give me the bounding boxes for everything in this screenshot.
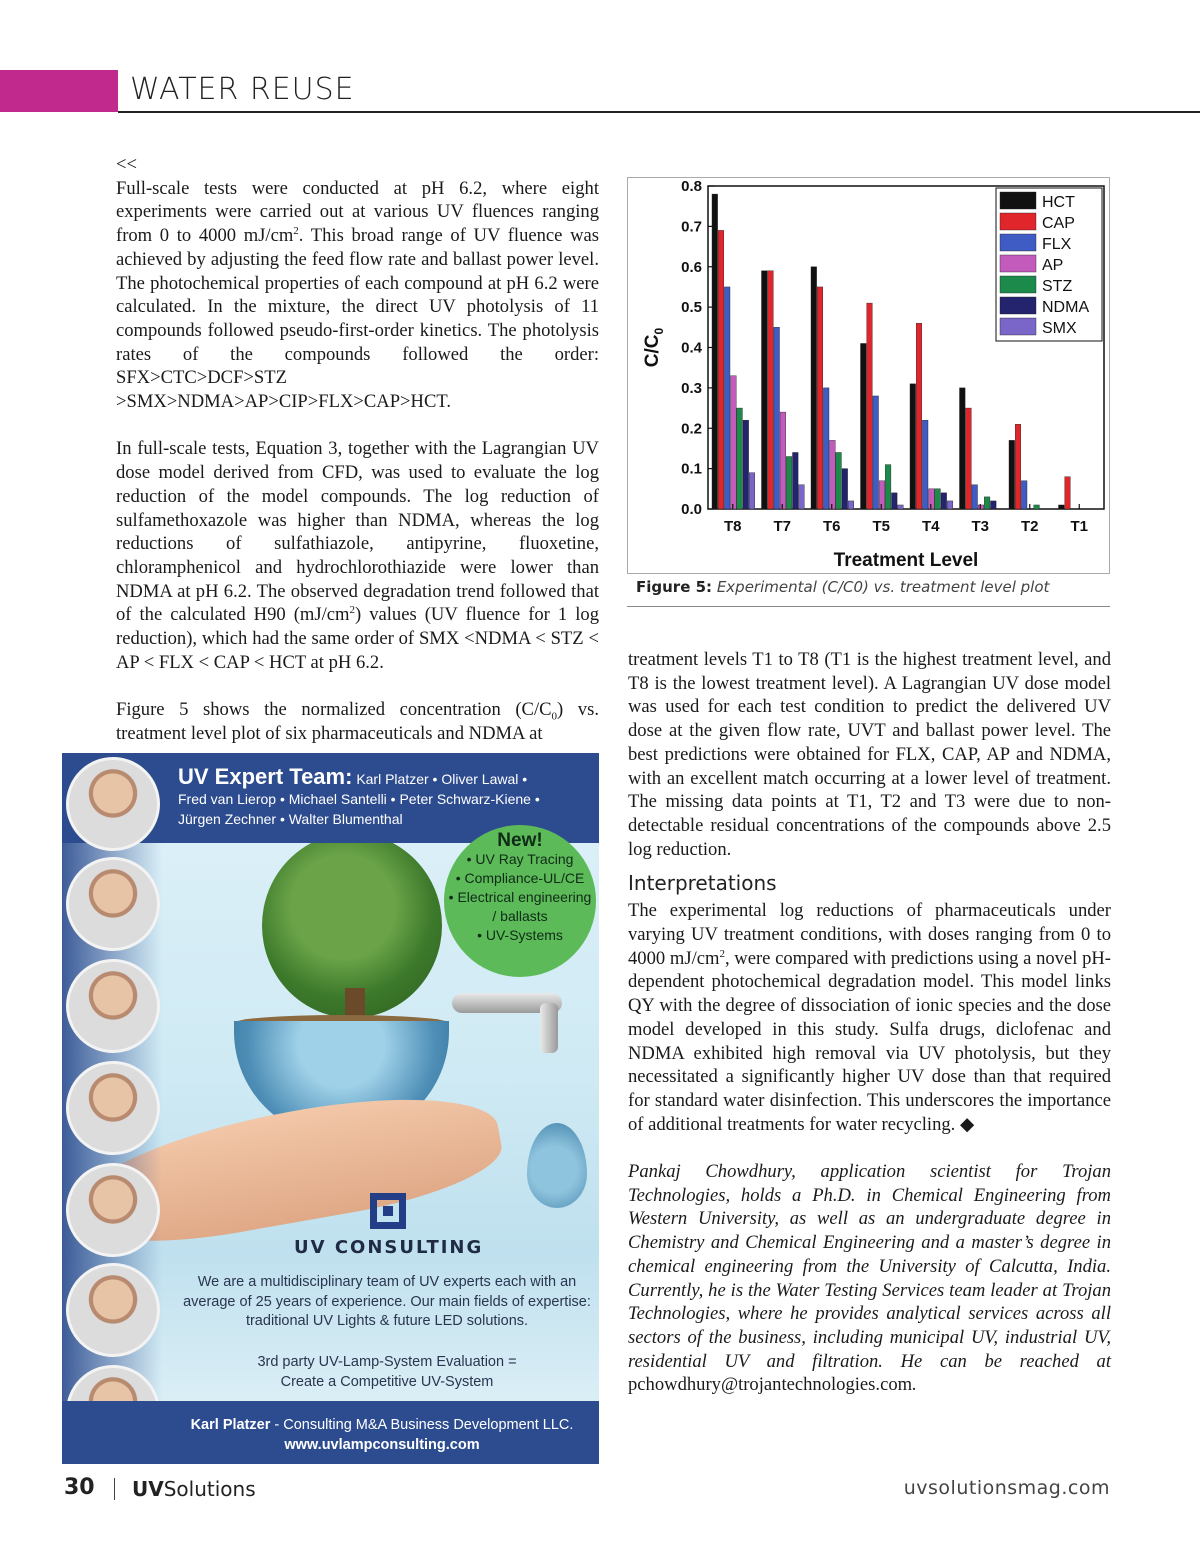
footer-divider xyxy=(114,1478,115,1500)
bar-ndma-t3 xyxy=(991,501,997,509)
x-tick-label: T4 xyxy=(921,518,940,535)
continued-marker: << xyxy=(116,154,137,175)
y-axis-label: $C/C_0$ xyxy=(642,327,666,368)
bar-flx-t6 xyxy=(823,388,829,509)
y-tick-label: 0.5 xyxy=(681,299,702,317)
paragraph-figure-intro: Figure 5 shows the normalized concentration $(C/C_0)$ vs. treatment level plot of six pharmaceuticals and NDMA at xyxy=(116,699,599,744)
legend-swatch-hct xyxy=(1000,192,1036,209)
bar-cap-t4 xyxy=(916,323,922,509)
y-tick-label: 0.7 xyxy=(681,218,702,236)
bar-ap-t5 xyxy=(879,481,885,509)
ad-brand-name: UV CONSULTING xyxy=(294,1237,484,1258)
faucet-spout xyxy=(540,1003,558,1053)
bar-cap-t6 xyxy=(817,287,823,509)
x-axis-label: Treatment Level xyxy=(833,550,979,571)
y-tick-label: 0.3 xyxy=(681,379,702,397)
bar-hct-t5 xyxy=(861,343,867,509)
bar-cap-t8 xyxy=(718,230,724,509)
bar-hct-t8 xyxy=(712,194,718,509)
section-title: WATER REUSE xyxy=(130,72,355,107)
footer-url[interactable]: uvsolutionsmag.com xyxy=(903,1477,1110,1499)
avatar xyxy=(66,757,160,851)
bar-hct-t7 xyxy=(762,271,768,509)
legend-label-ap: AP xyxy=(1042,257,1064,274)
y-tick-label: 0.1 xyxy=(681,460,702,478)
bar-flx-t8 xyxy=(724,287,730,509)
legend-label-ndma: NDMA xyxy=(1042,299,1090,316)
bar-ap-t6 xyxy=(830,440,836,509)
x-tick-label: T2 xyxy=(1020,518,1039,535)
heading-interpretations: Interpretations xyxy=(628,871,777,896)
figure-5 xyxy=(627,177,1110,574)
y-tick-label: 0.8 xyxy=(681,178,702,195)
legend-swatch-stz xyxy=(1000,276,1036,293)
bar-ndma-t7 xyxy=(793,452,799,509)
uv-consulting-logo-icon xyxy=(370,1193,406,1229)
bar-smx-t5 xyxy=(898,505,904,509)
section-accent-bar xyxy=(0,70,118,112)
avatar xyxy=(66,1263,160,1357)
legend-label-flx: FLX xyxy=(1042,236,1072,253)
x-tick-label: T7 xyxy=(773,518,792,535)
bar-ndma-t6 xyxy=(842,469,848,509)
bar-smx-t6 xyxy=(848,501,854,509)
bar-chart xyxy=(628,178,1111,575)
bar-flx-t5 xyxy=(873,396,879,509)
y-tick-label: 0.0 xyxy=(681,501,702,518)
avatar xyxy=(66,1061,160,1155)
ad-evaluation: 3rd party UV-Lamp-System Evaluation = Create a Competitive UV-System xyxy=(257,1354,517,1390)
ad-website-link[interactable]: www.uvlampconsulting.com xyxy=(284,1437,480,1453)
bar-ndma-t8 xyxy=(743,420,749,509)
bar-hct-t3 xyxy=(960,388,966,509)
bar-cap-t5 xyxy=(867,303,873,509)
bar-stz-t5 xyxy=(885,465,891,509)
bar-smx-t4 xyxy=(947,501,953,509)
header-rule xyxy=(118,111,1200,113)
x-tick-label: T1 xyxy=(1070,518,1089,535)
bar-stz-t4 xyxy=(935,489,941,509)
bar-flx-t4 xyxy=(922,420,928,509)
bar-stz-t6 xyxy=(836,452,842,509)
legend-swatch-ndma xyxy=(1000,297,1036,314)
ad-description: We are a multidisciplinary team of UV experts each with an average of 25 years of experience. Our main fields of expertise: traditional UV Lights & future LED solutions. xyxy=(183,1274,591,1329)
bar-hct-t2 xyxy=(1009,440,1015,509)
y-tick-label: 0.6 xyxy=(681,258,702,276)
bar-flx-t7 xyxy=(774,327,780,509)
bar-ap-t3 xyxy=(978,505,984,509)
legend-swatch-flx xyxy=(1000,234,1036,251)
bar-hct-t6 xyxy=(811,267,817,509)
caption-rule xyxy=(627,606,1110,607)
x-tick-label: T5 xyxy=(872,518,891,535)
paragraph-lagrangian-model: In full-scale tests, Equation 3, together with the Lagrangian UV dose model derived from CFD, was used to evaluate the log reduction of the model compounds. The log reduction of sulfamethoxazole was higher than NDMA, whereas the log reductions of sulfathiazole, antipyrine, fluoxetine, chloramphenicol and hydrochlorothiazide were lower than NDMA at pH 6.2. The observed degradation trend followed that of the calculated H90 $(mJ/cm^2)$ values (UV fluence for 1 log reduction), which had the same order of SMX <NDMA < STZ < AP < FLX < CAP < HCT at pH 6.2. xyxy=(116,438,599,673)
bar-cap-t7 xyxy=(768,271,774,509)
y-tick-label: 0.2 xyxy=(681,420,702,438)
bar-cap-t3 xyxy=(966,408,972,509)
avatar xyxy=(66,857,160,951)
bar-stz-t8 xyxy=(737,408,743,509)
bar-ndma-t4 xyxy=(941,493,947,509)
bar-stz-t3 xyxy=(984,497,990,509)
figure-caption xyxy=(636,578,1049,596)
avatar xyxy=(66,1163,160,1257)
legend-label-cap: CAP xyxy=(1042,215,1075,232)
legend-label-smx: SMX xyxy=(1042,320,1077,337)
author-email: pchowdhury@trojantechnologies.com xyxy=(628,1374,913,1396)
bar-hct-t1 xyxy=(1059,505,1065,509)
bar-smx-t8 xyxy=(749,473,755,509)
caption-text: Experimental (C/C0) vs. treatment level plot xyxy=(716,578,1050,596)
legend-swatch-smx xyxy=(1000,318,1036,335)
paragraph-interpretations: The experimental log reductions of pharmaceuticals under varying UV treatment conditions, with doses ranging from 0 to 4000 $mJ/cm^2$, were compared with predictions using a novel pH-dependent photochemical degradation model. This model links QY with the degree of dissociation of ionic species and the dose model developed in this study. Sulfa drugs, diclofenac and NDMA exhibited high removal via UV photolysis, but they necessitated a significantly higher UV dose than that required for standard water disinfection. This underscores the importance of additional treatments for water recycling. ◆ xyxy=(628,900,1111,1135)
page-number: 30 xyxy=(64,1475,95,1500)
bar-smx-t7 xyxy=(799,485,805,509)
x-tick-label: T3 xyxy=(971,518,990,535)
legend-label-stz: STZ xyxy=(1042,278,1073,295)
author-bio: Pankaj Chowdhury, application scientist for Trojan Technologies, holds a Ph.D. in Chemical Engineering from Western University, as well as an undergraduate degree in Chemistry and Chemical Engineering and a master’s degree in chemical engineering from the University of Calcutta, India. Currently, he is the Water Testing Services team leader at Trojan Technologies, where he provides analytical services across all sectors of the business, including municipal UV, industrial UV, residential UV and filtration. He can be reached at pchowdhury@trojantechnologies.com. xyxy=(628,1161,1111,1396)
y-tick-label: 0.4 xyxy=(681,339,702,357)
legend-swatch-ap xyxy=(1000,255,1036,272)
x-tick-label: T6 xyxy=(822,518,841,535)
bar-ap-t7 xyxy=(780,412,786,509)
new-services-bubble: New! • UV Ray Tracing • Compliance-UL/CE • Electrical engineering / ballasts • UV-Systems xyxy=(444,825,596,977)
legend-swatch-cap xyxy=(1000,213,1036,230)
legend-label-hct: HCT xyxy=(1042,194,1075,211)
bar-stz-t7 xyxy=(786,457,792,509)
left-column xyxy=(116,153,599,746)
avatar xyxy=(66,959,160,1053)
bar-flx-t2 xyxy=(1021,481,1027,509)
bar-flx-t3 xyxy=(972,485,978,509)
right-column xyxy=(628,648,1111,1397)
ad-team-list: UV Expert Team: Karl Platzer • Oliver Lawal • Fred van Lierop • Michael Santelli • Peter Schwarz-Kiene • Jürgen Zechner • Walter Blumenthal xyxy=(178,764,540,827)
bar-ndma-t5 xyxy=(892,493,898,509)
bar-ap-t4 xyxy=(929,489,935,509)
bar-ap-t8 xyxy=(731,376,737,509)
x-tick-label: T8 xyxy=(723,518,742,535)
caption-label: Figure 5: xyxy=(636,578,713,596)
end-mark-icon: ◆ xyxy=(959,1113,975,1135)
advertisement-uv-consulting[interactable] xyxy=(62,753,599,1464)
bar-stz-t2 xyxy=(1034,505,1040,509)
bar-cap-t1 xyxy=(1065,477,1071,509)
bar-cap-t2 xyxy=(1015,424,1021,509)
paragraph-treatment-levels: treatment levels T1 to T8 (T1 is the highest treatment level, and T8 is the lowest treatment level). A Lagrangian UV dose model was used for each test condition to predict the delivered UV dose at the given flow rate, UVT and ballast power level. The best predictions were obtained for FLX, CAP, AP and NDMA, with an excellent match occurring at a lower level of treatment. The missing data points at T1, T2 and T3 were due to non-detectable residual concentrations of the compounds above 2.5 log reduction. xyxy=(628,649,1111,860)
bar-hct-t4 xyxy=(910,384,916,509)
water-drop-illustration xyxy=(527,1123,587,1208)
ad-contact: Karl Platzer - Consulting M&A Business Development LLC. www.uvlampconsulting.com xyxy=(190,1417,574,1453)
paragraph-full-scale-tests: Full-scale tests were conducted at pH 6.2, where eight experiments were carried out at various UV fluences ranging from 0 to 4000 $mJ/cm^2$. This broad range of UV fluence was achieved by adjusting the feed flow rate and ballast power level. The photochemical properties of each compound at pH 6.2 were calculated. In the mixture, the direct UV photolysis of 11 compounds followed pseudo-first-order kinetics. The photolysis rates of the compounds followed the order: SFX>CTC>DCF>STZ >SMX>NDMA>AP>CIP>FLX>CAP>HCT. xyxy=(116,177,600,413)
footer-brand: UVSolutions xyxy=(132,1477,256,1501)
